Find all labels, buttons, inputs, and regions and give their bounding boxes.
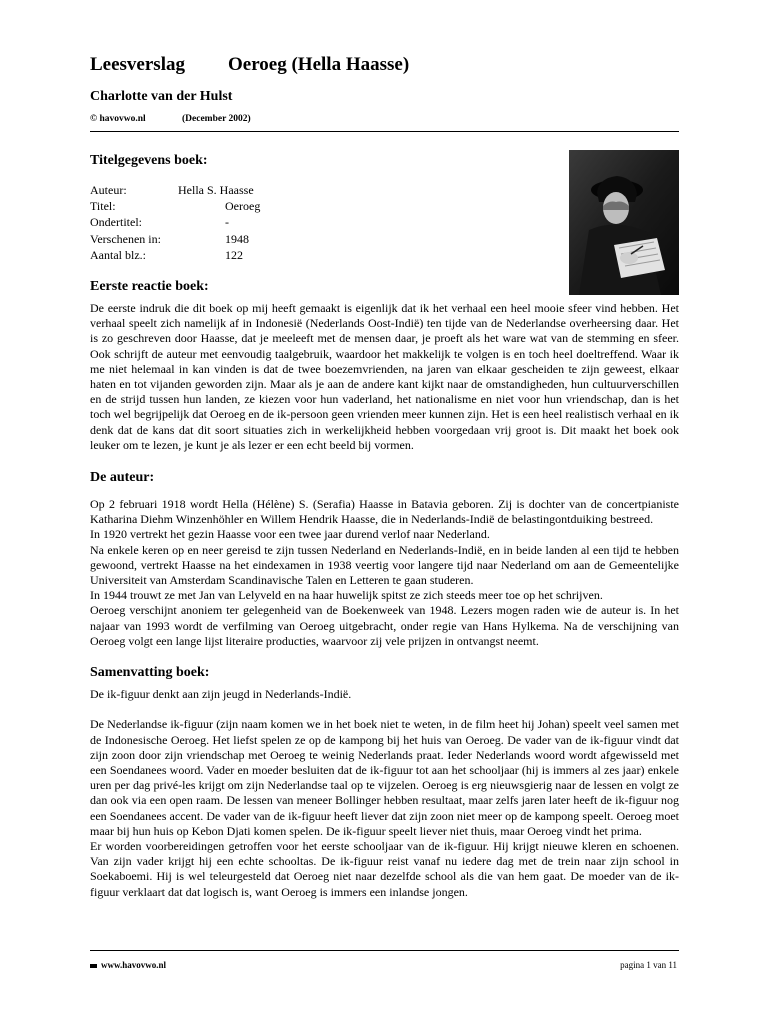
author-photo-image <box>569 150 679 295</box>
footer-divider <box>90 950 679 951</box>
section-heading-samenvatting: Samenvatting boek: <box>90 665 210 680</box>
section-heading-de-auteur: De auteur: <box>90 470 155 485</box>
auteur-body <box>90 497 679 649</box>
biblio-key: Titel: <box>90 199 116 214</box>
reactie-body <box>90 301 679 453</box>
biblio-value: 122 <box>225 247 243 262</box>
biblio-key: Verschenen in: <box>90 231 161 246</box>
paragraph: De eerste indruk die dit boek op mij heeft gemaakt is eigenlijk dat ik het verhaal een heel mooie sfeer vind hebben. Het verhaal speelt zich namelijk af in Indonesië (Nederlands Oost-Indië) ten tijde van de Nederlandse overheersing daar. Het is zo geschreven door Haasse, dat je meeleeft met de mensen daar, je proeft als het ware wat van de stemming en sfeer. Ook schrijft de auteur met eenvoudig taalgebruik, waardoor het makkelijk te volgen is en toch heel doeltreffend. Waar ik me niet helemaal in kan vinden is dat de twee boezemvrienden, na jaren van elkaar gescheiden te zijn geweest, elkaar haten en tot vijanden geworden zijn. Maar als je aan de andere kant kijkt naar de omstandigheden, hun cultuurverschillen en de strijd tussen hun landen, ze kiezen voor hun vaderland, het nationalisme en niet voor hun vriendschap, dan is het toch wel begrijpelijk dat Oeroeg en de ik-persoon geen vrienden meer kunnen zijn. Het is een heel realistisch verhaal en ik denk dat de kans dat dit soort situaties zich in werkelijkheid hebben voorgedaan vrij groot is. Dit maakt het boek ook leuker om te lezen, je kunt je als lezer er een echt beeld bij vormen. <box>90 301 679 452</box>
paragraph: De ik-figuur denkt aan zijn jeugd in Nederlands-Indië. <box>90 687 352 701</box>
page-number: pagina 1 van 11 <box>620 960 677 970</box>
biblio-value: Hella S. Haasse <box>178 183 254 197</box>
biblio-key: Aantal blz.: <box>90 247 146 262</box>
bullet-square-icon <box>90 964 97 968</box>
biblio-value: 1948 <box>225 231 249 246</box>
paragraph-spacer <box>90 702 679 717</box>
section-heading-titelgegevens: Titelgegevens boek: <box>90 153 208 168</box>
section-heading-eerste-reactie: Eerste reactie boek: <box>90 279 209 294</box>
report-date: (December 2002) <box>182 114 251 124</box>
paragraph: Na enkele keren op en neer gereisd te zijn tussen Nederland en Nederlands-Indië, en in beide landen al een tijd te hebben gewoond, vertrekt Haasse na het eindexamen in 1938 veertig voor langere tijd naar Nederland om aan de Gemeentelijke Universiteit van Amsterdam Scandinavische Talen en Letteren te gaan studeren. <box>90 542 679 588</box>
meta-line <box>90 114 251 124</box>
paragraph: In 1920 vertrekt het gezin Haasse voor een twee jaar durend verlof naar Nederland. <box>90 527 490 542</box>
footer-site <box>90 960 166 970</box>
report-author: Charlotte van der Hulst <box>90 89 233 104</box>
report-label: Leesverslag <box>90 54 185 75</box>
paragraph: In 1944 trouwt ze met Jan van Lelyveld en na haar huwelijk spitst ze zich steeds meer toe op het schrijven. <box>90 588 603 603</box>
book-title: Oeroeg (Hella Haasse) <box>228 54 410 75</box>
paragraph: De Nederlandse ik-figuur (zijn naam komen we in het boek niet te weten, in de film heet hij Johan) speelt veel samen met de Indonesische Oeroeg. Het liefst spelen ze op de kampong bij het huis van Oeroeg. De vader van de ik-figuur vindt dat zijn zoon door zijn vriendschap met Oeroeg te weinig Nederlands praat. Ieder Nederlands woord wordt afgewisseld met een Soendanees woord. Vader en moeder besluiten dat de ik-figuur tot aan het schooljaar (hij is immers al zes jaar) enkele uren per dag privé-les krijgt om zijn Nederlandse taal op te vijzelen. Oeroeg is erg nieuwsgierig naar de lessen en volgt ze dan ook via een open raam. De lessen van meneer Bollinger hebben resultaat, maar zelfs jaren later heeft de ik-figuur nog een Soendanees accent. De vader van de ik-figuur heeft liever dat zijn zoon niet meer op de kampong speelt. Oeroeg moet maar bij hun huis op Kebon Djati komen spelen. De ik-figuur speelt liever niet thuis, maar Oeroeg vindt het prima. <box>90 717 679 838</box>
paragraph: Oeroeg verschijnt anoniem ter gelegenheid van de Boekenweek van 1948. Lezers mogen raden wie de auteur is. In het najaar van 1993 wordt de verfilming van Oeroeg uitgebracht, onder regie van Hans Hylkema. Na de verschijning van Oeroeg volgt een lange lijst literaire producties, waarvoor zij vele prijzen in ontvangst neemt. <box>90 603 679 648</box>
biblio-value: Oeroeg <box>225 199 261 214</box>
samenvatting-body <box>90 687 679 900</box>
paragraph: Er worden voorbereidingen getroffen voor het eerste schooljaar van de ik-figuur. Hij krijgt nieuwe kleren en schoenen. Van zijn vader krijgt hij een echte schooltas. De ik-figuur reist vanaf nu iedere dag met de trein naar zijn school in Soekaboemi. Hij is wel teleurgesteld dat Oeroeg niet naar dezelfde school als die van hem gaat. De moeder van de ik-figuur verklaart dat dat logisch is, want Oeroeg is immers een inlandse jongen. <box>90 839 679 899</box>
header-divider <box>90 131 679 132</box>
copyright-site: © havovwo.nl <box>90 114 146 124</box>
biblio-value: - <box>225 215 229 230</box>
biblio-key: Auteur: <box>90 183 127 197</box>
paragraph: Op 2 februari 1918 wordt Hella (Hélène) S. (Serafia) Haasse in Batavia geboren. Zij is dochter van de concertpianiste Katharina Diehm Winzenhöhler en Willem Hendrik Haasse, die in Nederlands-Indië de belastingontduiking bestreed. <box>90 497 679 527</box>
biblio-key: Ondertitel: <box>90 215 142 230</box>
author-photo <box>569 150 679 295</box>
footer-site-label: www.havovwo.nl <box>101 960 167 970</box>
